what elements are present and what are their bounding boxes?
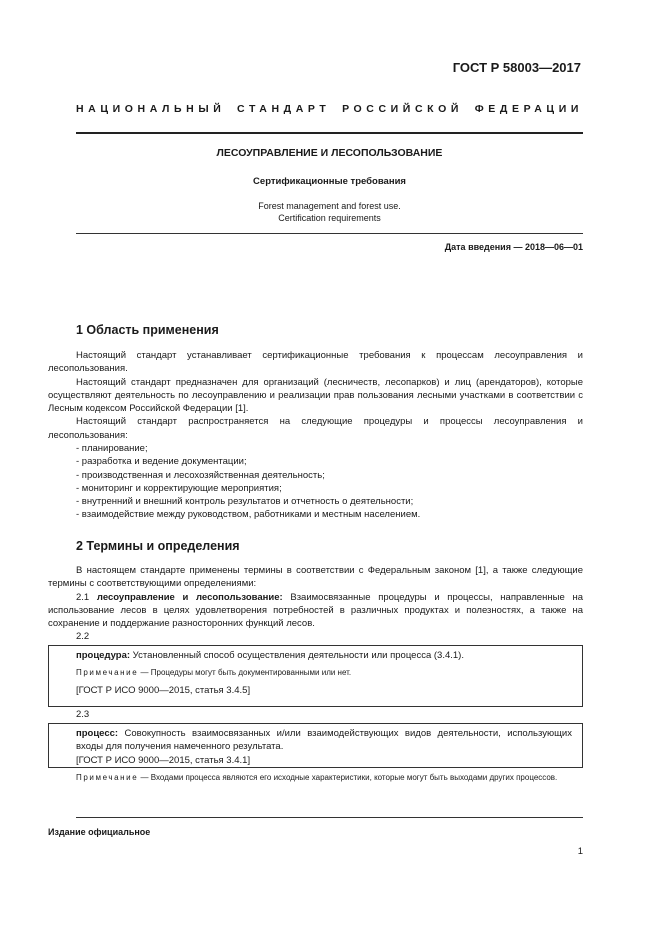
document-title: ЛЕСОУПРАВЛЕНИЕ И ЛЕСОПОЛЬЗОВАНИЕ [216, 147, 443, 159]
list-item: - планирование; [76, 443, 148, 454]
term-2-2-definition [76, 649, 572, 662]
english-title-line-1: Forest management and forest use. [258, 201, 401, 211]
term-2-3-reference: [ГОСТ Р ИСО 9000—2015, статья 3.4.1] [76, 754, 251, 766]
note-label: Примечание [76, 668, 139, 678]
term-number: 2.1 [76, 591, 90, 603]
note-text: — Входами процесса являются его исходные характеристики, которые могут быть выходами других процессов. [140, 773, 558, 782]
list-item: - разработка и ведение документации; [76, 456, 247, 468]
term-2-2-box [48, 645, 583, 707]
note-label: Примечание [76, 773, 139, 782]
term-name: лесоуправление и лесопользование: [96, 591, 283, 603]
term-definition: Совокупность взаимосвязанных и/или взаимодействующих видов деятельности, использующих входы для получения намеченного результата. [76, 728, 572, 753]
section-1-paragraph-1: Настоящий стандарт устанавливает сертификационные требования к процессам лесоуправления и лесопользования. [48, 350, 583, 375]
procedures-list [76, 442, 420, 522]
section-1-paragraph-2: Настоящий стандарт предназначен для организаций (лесничеств, лесопарков) и лиц (арендаторов), которые осуществляют деятельность по лесоуправлению и реализации прав пользования лесными участками в соответствии с Лесным кодексом Российской Федерации [1]. [48, 376, 583, 415]
section-1-heading: 1 Область применения [76, 323, 219, 337]
section-2-body [48, 564, 583, 630]
top-divider [76, 132, 583, 134]
standard-code: ГОСТ Р 58003—2017 [452, 60, 581, 75]
term-2-3-box [48, 723, 583, 768]
list-item: - мониторинг и корректирующие мероприятия; [76, 482, 282, 494]
title-divider [76, 233, 583, 234]
list-item: - взаимодействие между руководством, работниками и местным населением. [76, 509, 421, 521]
term-2-3-definition [76, 727, 572, 754]
section-2-paragraph-1: В настоящем стандарте применены термины в соответствии с Федеральным законом [1], а также следующие термины с соответствующими определениями: [48, 565, 583, 590]
section-1-paragraph-3: Настоящий стандарт распространяется на следующие процедуры и процессы лесоуправления и лесопользования: [48, 416, 583, 441]
document-subtitle: Сертификационные требования [253, 176, 406, 187]
term-2-3-number: 2.3 [76, 709, 90, 720]
footer-divider [76, 817, 583, 818]
note-text: — Процедуры могут быть документированными или нет. [140, 668, 352, 678]
term-2-2-reference: [ГОСТ Р ИСО 9000—2015, статья 3.4.5] [76, 685, 251, 697]
term-definition: Взаимосвязанные процедуры и процессы, направленные на использование лесов в целях удовлетворения потребностей в различных продуктах и полезностях, а также на сохранение и поддержание разносторонних функций лесов. [48, 591, 584, 630]
term-2-3-note [48, 772, 583, 784]
section-2-heading: 2 Термины и определения [76, 539, 240, 553]
page-number: 1 [577, 846, 583, 857]
term-2-1 [48, 591, 583, 631]
english-title-line-2: Certification requirements [278, 213, 381, 223]
official-edition-label: Издание официальное [48, 827, 151, 837]
term-definition: Установленный способ осуществления деятельности или процесса (3.4.1). [132, 650, 464, 661]
term-2-2-note [76, 667, 572, 679]
section-1-body [48, 349, 583, 442]
term-name: процесс: [76, 728, 119, 739]
list-item: - внутренний и внешний контроль результатов и отчетность о деятельности; [76, 496, 414, 508]
term-name: процедура: [76, 650, 131, 661]
national-standard-banner: НАЦИОНАЛЬНЫЙ СТАНДАРТ РОССИЙСКОЙ ФЕДЕРАЦИИ [76, 103, 583, 115]
introduction-date: Дата введения — 2018—06—01 [444, 242, 583, 252]
list-item: - производственная и лесохозяйственная деятельность; [76, 469, 325, 481]
term-2-2-number: 2.2 [76, 631, 90, 642]
